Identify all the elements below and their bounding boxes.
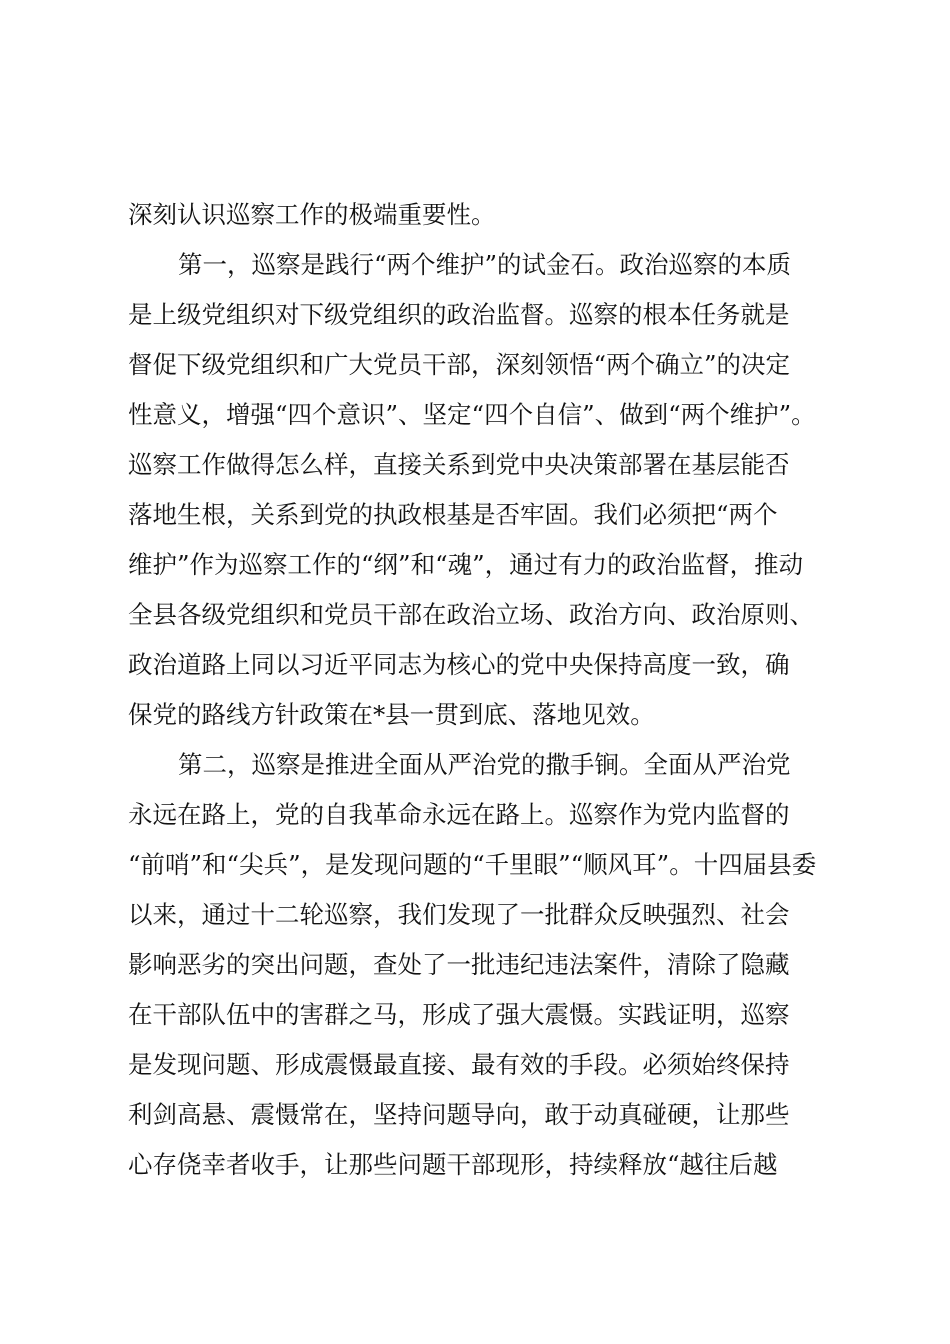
text-line: 是上级党组织对下级党组织的政治监督。巡察的根本任务就是 <box>128 300 790 329</box>
text-line: 全县各级党组织和党员干部在政治立场、政治方向、政治原则、 <box>128 600 814 629</box>
text-line: 落地生根，关系到党的执政根基是否牢固。我们必须把“两个 <box>128 500 778 529</box>
paragraph-first-line: 第二，巡察是推进全面从严治党的撒手锏。全面从严治党 <box>178 750 791 779</box>
text-line: 在干部队伍中的害群之马，形成了强大震慑。实践证明，巡察 <box>128 1000 790 1029</box>
text-line: 永远在路上，党的自我革命永远在路上。巡察作为党内监督的 <box>128 800 790 829</box>
text-line: 深刻认识巡察工作的极端重要性。 <box>128 200 496 229</box>
text-line: 以来，通过十二轮巡察，我们发现了一批群众反映强烈、社会 <box>128 900 790 929</box>
text-line: 巡察工作做得怎么样，直接关系到党中央决策部署在基层能否 <box>128 450 790 479</box>
document-body <box>128 190 848 1190</box>
paragraph-first-line: 第一，巡察是践行“两个维护”的试金石。政治巡察的本质 <box>178 250 792 279</box>
text-line: 影响恶劣的突出问题，查处了一批违纪违法案件，清除了隐藏 <box>128 950 790 979</box>
text-line: 政治道路上同以习近平同志为核心的党中央保持高度一致，确 <box>128 650 790 679</box>
text-line: 性意义，增强“四个意识”、坚定“四个自信”、做到“两个维护”。 <box>128 400 816 429</box>
text-line: 利剑高悬、震慑常在，坚持问题导向，敢于动真碰硬，让那些 <box>128 1100 790 1129</box>
text-line: 维护”作为巡察工作的“纲”和“魂”，通过有力的政治监督，推动 <box>128 550 804 579</box>
text-line: “前哨”和“尖兵”，是发现问题的“千里眼”“顺风耳”。十四届县委 <box>128 850 817 879</box>
text-line: 是发现问题、形成震慑最直接、最有效的手段。必须始终保持 <box>128 1050 790 1079</box>
text-line: 督促下级党组织和广大党员干部，深刻领悟“两个确立”的决定 <box>128 350 791 379</box>
text-line: 保党的路线方针政策在*县一贯到底、落地见效。 <box>128 700 655 729</box>
text-line: 心存侥幸者收手，让那些问题干部现形，持续释放“越往后越 <box>128 1150 778 1179</box>
